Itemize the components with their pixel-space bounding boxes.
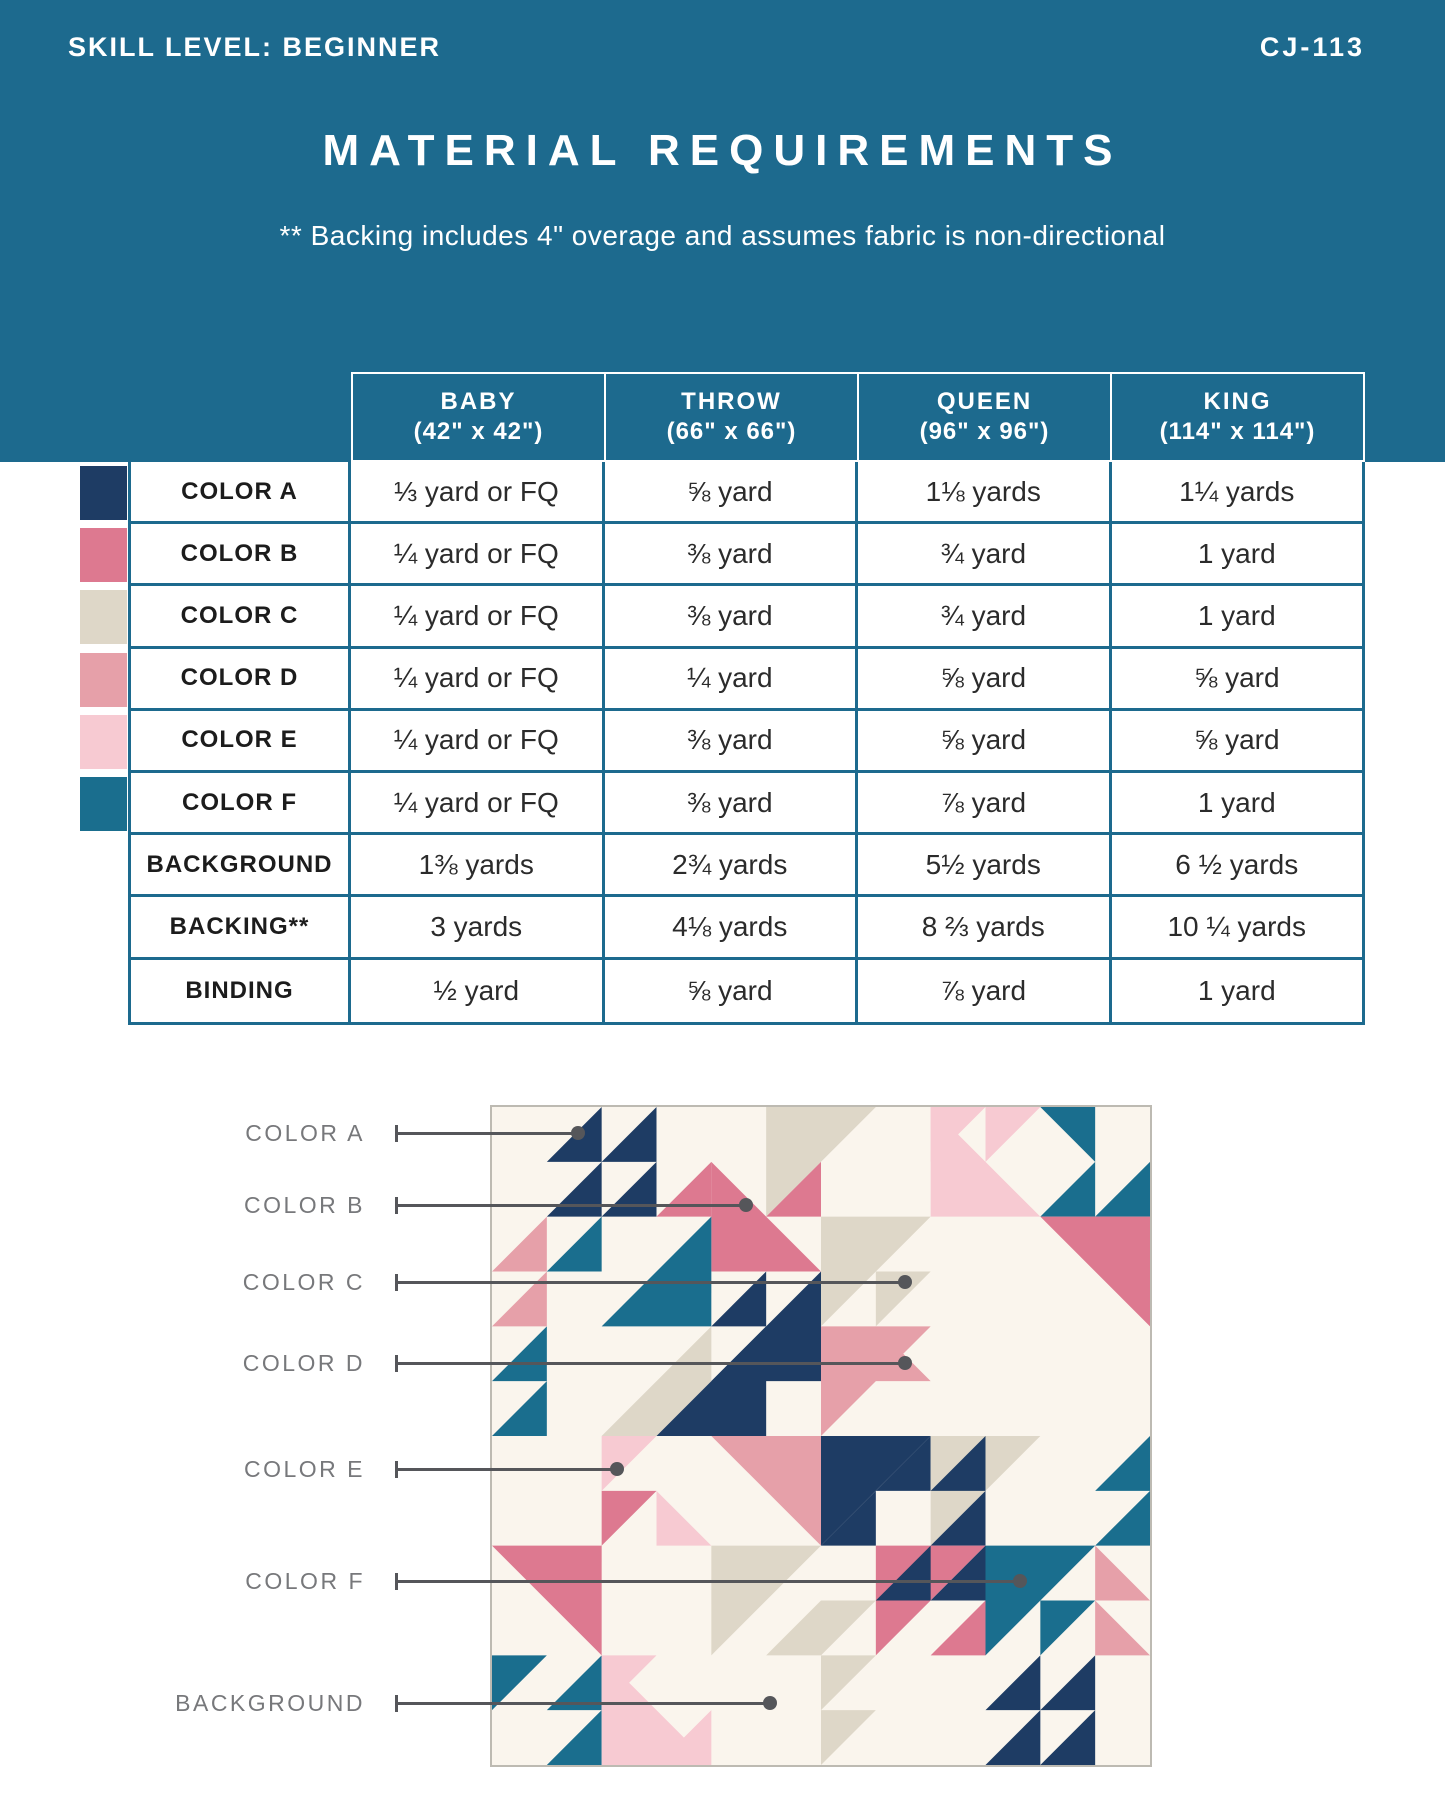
yardage-cell: 3 yards [351,897,605,956]
fabric-swatch-e [80,715,127,769]
fabric-swatch-c [80,590,127,644]
fabric-swatch-f [80,777,127,831]
yardage-cell: ⅝ yard [1193,662,1280,694]
yardage-cell: 8 ⅔ yards [858,897,1112,956]
quilt-triangle-color-c [821,1655,876,1710]
callout-label-background: BACKGROUND [175,1690,365,1716]
yardage-cell: ¾ yard [858,586,1112,645]
quilt-triangle-color-b [602,1491,657,1546]
quilt-triangle-color-e [986,1107,1041,1162]
quilt-triangle-color-d [711,1436,821,1546]
materials-table [128,462,1365,1025]
table-row [131,524,1362,586]
yardage-cell: ¼ yard or FQ [351,773,605,832]
quilt-triangle-color-c [821,1710,876,1765]
row-label: COLOR E [131,711,351,770]
yardage-cell: ⅞ yard [858,960,1112,1022]
callout-dot [898,1356,912,1370]
table-row [131,773,1362,835]
yardage-cell: ⅜ yard [605,711,859,770]
fabric-swatch-d [80,653,127,707]
row-label: BACKING** [131,897,351,956]
quilt-triangle-color-d [492,1217,547,1272]
callout-line [398,1580,1020,1583]
quilt-triangle-color-d [492,1272,547,1327]
pattern-code: CJ-113 [1259,32,1365,62]
quilt-triangle-color-b [931,1601,986,1656]
column-size: (42" x 42") [413,418,544,445]
yardage-cell: ½ yard [351,960,605,1022]
callout-dot [610,1462,624,1476]
quilt-triangle-color-a [547,1162,602,1217]
yardage-cell: 1⅜ yards [351,835,605,894]
yardage-cell: ⅜ yard [605,524,859,583]
quilt-triangle-color-f [1095,1162,1150,1217]
yardage-cell: ¼ yard or FQ [351,586,605,645]
callout-label-color-f: COLOR F [245,1568,365,1594]
quilt-triangle-color-c [821,1601,876,1656]
fabric-swatch-a [80,466,127,520]
quilt-triangle-color-e [657,1491,712,1546]
yardage-cell: ⅜ yard [605,773,859,832]
table-row [131,960,1362,1022]
yardage-cell: 5½ yards [858,835,1112,894]
row-label: BACKGROUND [131,835,351,894]
quilt-triangle-color-b [657,1162,712,1217]
callout-line [398,1281,905,1284]
yardage-cell: ⅞ yard [858,773,1112,832]
yardage-cell: ¾ yard [858,524,1112,583]
quilt-triangle-color-a [602,1107,657,1162]
quilt-triangle-color-a [602,1162,657,1217]
quilt-triangle-color-f [602,1217,712,1327]
callout-line [398,1362,905,1365]
quilt-triangle-color-f [547,1710,602,1765]
callout-line [398,1702,770,1705]
yardage-cell: ¼ yard or FQ [351,524,605,583]
yardage-cell: ⅓ yard or FQ [351,462,605,521]
column-header-king [1111,372,1365,462]
quilt-triangle-color-d [821,1326,931,1436]
yardage-cell: 1 yard [1197,599,1276,631]
yardage-cell: 1⅛ yards [858,462,1112,521]
column-header-throw [605,372,858,462]
quilt-triangle-color-a [1040,1655,1095,1710]
yardage-cell: 2¾ yards [605,835,859,894]
quilt-triangle-color-f [1040,1162,1095,1217]
column-name: QUEEN [936,388,1033,415]
quilt-triangle-color-b [1040,1217,1150,1327]
quilt-triangle-color-d [1095,1601,1150,1656]
column-header-queen [858,372,1111,462]
yardage-cell: ¼ yard or FQ [351,649,605,708]
quilt-triangle-color-a [1040,1710,1095,1765]
yardage-cell: ⅝ yard [605,462,859,521]
callout-label-color-c: COLOR C [242,1269,365,1295]
callout-dot [571,1126,585,1140]
quilt-triangle-color-e [602,1436,657,1491]
quilt-triangle-color-f [1095,1491,1150,1546]
yardage-cell: 1 yard [1197,537,1276,569]
column-size: (114" x 114") [1159,418,1316,445]
callout-label-color-d: COLOR D [242,1350,365,1376]
callout-line [398,1468,617,1471]
table-header-row [351,372,1365,462]
table-row [131,586,1362,648]
backing-note: ** Backing includes 4" overage and assumes fabric is non-directional [279,220,1166,251]
quilt-triangle-color-a [711,1272,766,1327]
yardage-cell: ⅜ yard [605,586,859,645]
quilt-triangle-color-a [986,1710,1041,1765]
callout-dot [763,1696,777,1710]
callout-label-color-b: COLOR B [243,1192,365,1218]
callout-label-color-a: COLOR A [245,1120,365,1146]
callout-dot [898,1275,912,1289]
callout-dot [739,1198,753,1212]
column-size: (66" x 66") [666,418,797,445]
callout-line [398,1204,746,1207]
yardage-cell: 4⅛ yards [605,897,859,956]
table-row [131,897,1362,959]
callout-label-color-e: COLOR E [243,1456,365,1482]
row-label: COLOR F [131,773,351,832]
page-title: MATERIAL REQUIREMENTS [322,126,1123,175]
yardage-cell: ¼ yard or FQ [351,711,605,770]
quilt-triangle-color-a [986,1655,1041,1710]
quilt-triangle-color-b [492,1546,602,1656]
yardage-cell: ⅝ yard [858,649,1112,708]
column-size: (96" x 96") [919,418,1050,445]
yardage-cell: 10 ¼ yards [1167,910,1307,942]
quilt-triangle-color-f [492,1381,547,1436]
quilt-triangle-color-f [1040,1107,1095,1162]
yardage-cell: ⅝ yard [605,960,859,1022]
yardage-cell: ⅝ yard [858,711,1112,770]
quilt-triangle-color-c [766,1601,821,1656]
quilt-triangle-color-d [1095,1546,1150,1601]
yardage-cell: 6 ½ yards [1175,848,1299,880]
column-header-baby [351,372,605,462]
yardage-cell: 1 yard [1197,786,1276,818]
row-label: COLOR B [131,524,351,583]
callout-line [398,1132,578,1135]
table-row [131,711,1362,773]
quilt-triangle-color-f [547,1217,602,1272]
table-row [131,649,1362,711]
skill-level-text: SKILL LEVEL: BEGINNER [68,32,442,62]
fabric-swatch-b [80,528,127,582]
column-name: BABY [440,388,517,415]
column-name: THROW [681,388,782,415]
yardage-cell: ¼ yard [605,649,859,708]
callout-dot [1013,1574,1027,1588]
quilt-triangle-color-f [492,1326,547,1381]
quilt-triangle-color-f [1040,1601,1095,1656]
yardage-cell: 1 yard [1197,974,1276,1006]
row-label: COLOR C [131,586,351,645]
row-label: COLOR D [131,649,351,708]
yardage-cell: ⅝ yard [1193,724,1280,756]
quilt-triangle-color-f [1095,1436,1150,1491]
row-label: BINDING [131,960,351,1022]
yardage-cell: 1¼ yards [1179,475,1295,507]
row-label: COLOR A [131,462,351,521]
table-row [131,462,1362,524]
column-name: KING [1203,388,1272,415]
table-row [131,835,1362,897]
